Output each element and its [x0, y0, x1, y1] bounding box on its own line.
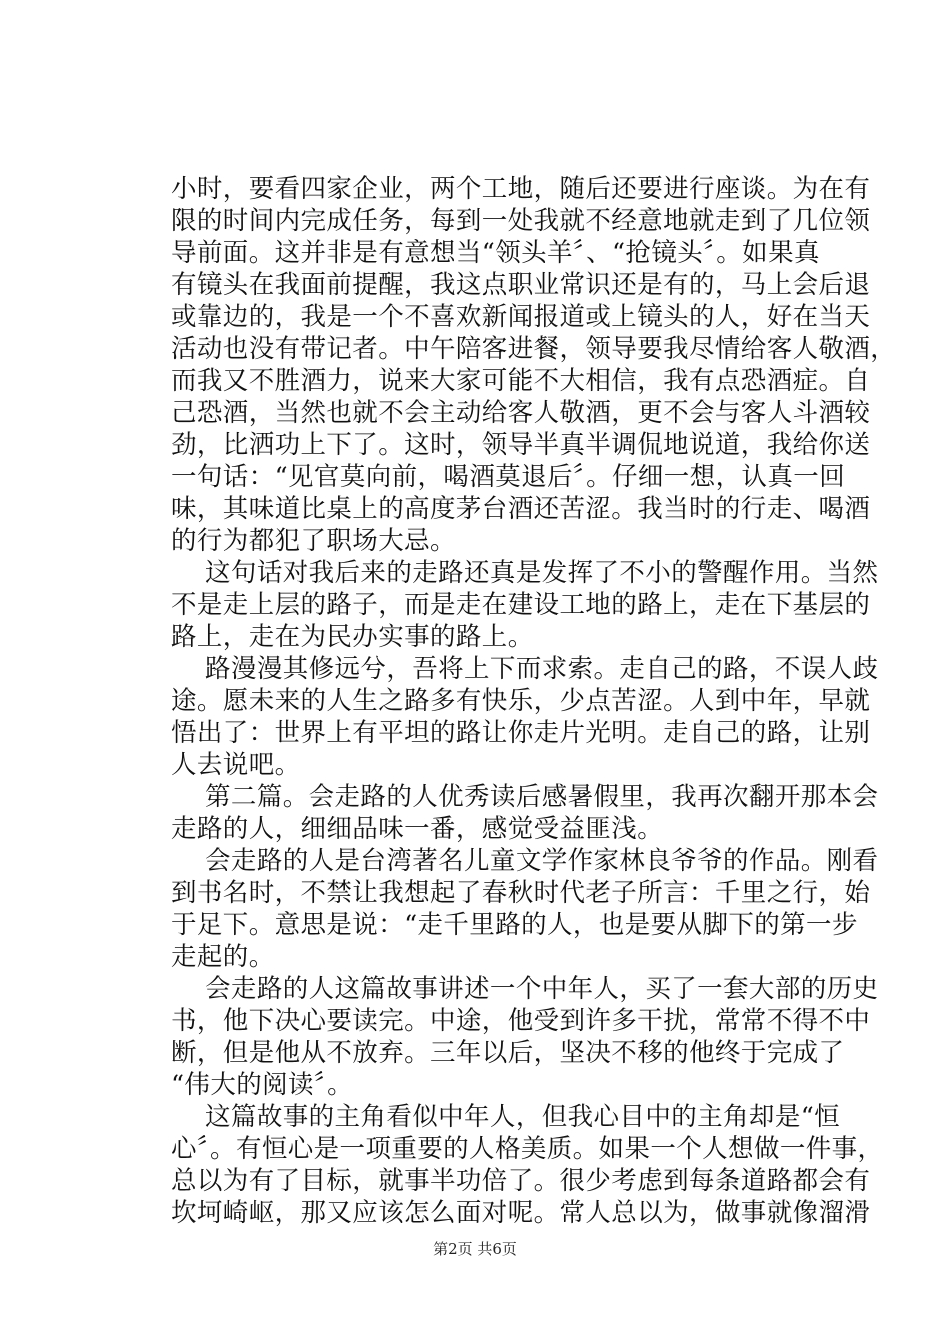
page-number-footer: 第2页 共6页 [433, 1240, 517, 1258]
text-line: 心〞。有恒心是一项重要的人格美质。如果一个人想做一件事， [171, 1134, 884, 1164]
text-line: 活动也没有带记者。中午陪客进餐，领导要我尽情给客人敬酒， [171, 334, 897, 364]
text-line: 小时，要看四家企业，两个工地，随后还要进行座谈。为在有 [171, 174, 871, 204]
text-line: 味，其味道比桌上的高度茅台酒还苦涩。我当时的行走、喝酒 [171, 494, 871, 524]
text-line: 总以为有了目标，就事半功倍了。很少考虑到每条道路都会有 [171, 1166, 871, 1196]
text-line: 第二篇。会走路的人优秀读后感暑假里，我再次翻开那本会 [171, 782, 879, 812]
text-line: “伟大的阅读〞。 [171, 1070, 353, 1100]
text-line: 不是走上层的路子，而是走在建设工地的路上，走在下基层的 [171, 590, 871, 620]
text-line: 己恐酒，当然也就不会主动给客人敬酒，更不会与客人斗酒较 [171, 398, 871, 428]
text-line: 路上，走在为民办实事的路上。 [171, 622, 534, 652]
text-line: 而我又不胜酒力，说来大家可能不大相信，我有点恐酒症。自 [171, 366, 871, 396]
text-line: 走路的人，细细品味一番，感觉受益匪浅。 [171, 814, 664, 844]
text-line: 悟出了：世界上有平坦的路让你走片光明。走自己的路，让别 [171, 718, 871, 748]
text-line: 或靠边的，我是一个不喜欢新闻报道或上镜头的人，好在当天 [171, 302, 871, 332]
text-line: 走起的。 [171, 942, 275, 972]
text-line: 坎坷崎岖，那又应该怎么面对呢。常人总以为，做事就像溜滑 [171, 1198, 871, 1228]
text-line: 书，他下决心要读完。中途，他受到许多干扰，常常不得不中 [171, 1006, 871, 1036]
text-line: 限的时间内完成任务，每到一处我就不经意地就走到了几位领 [171, 206, 871, 236]
text-line: 路漫漫其修远兮，吾将上下而求索。走自己的路，不误人歧 [171, 654, 879, 684]
text-line: 一句话：“见官莫向前，喝酒莫退后〞。仔细一想，认真一回 [171, 462, 846, 492]
text-line: 这篇故事的主角看似中年人，但我心目中的主角却是“恒 [171, 1102, 841, 1132]
text-line: 的行为都犯了职场大忌。 [171, 526, 456, 556]
text-line: 这句话对我后来的走路还真是发挥了不小的警醒作用。当然 [171, 558, 879, 588]
text-line: 有镜头在我面前提醒，我这点职业常识还是有的，马上会后退 [171, 270, 871, 300]
text-line: 于足下。意思是说：“走千里路的人，也是要从脚下的第一步 [171, 910, 858, 940]
text-line: 断，但是他从不放弃。三年以后，坚决不移的他终于完成了 [171, 1038, 845, 1068]
text-line: 途。愿未来的人生之路多有快乐，少点苦涩。人到中年，早就 [171, 686, 871, 716]
text-line: 人去说吧。 [171, 750, 301, 780]
text-line: 劲，比洒功上下了。这时，领导半真半调侃地说道，我给你送 [171, 430, 871, 460]
text-line: 到书名时，不禁让我想起了春秋时代老子所言：千里之行，始 [171, 878, 871, 908]
text-line: 会走路的人这篇故事讲述一个中年人，买了一套大部的历史 [171, 974, 879, 1004]
text-line: 会走路的人是台湾著名儿童文学作家林良爷爷的作品。刚看 [171, 846, 879, 876]
text-line: 导前面。这并非是有意想当“领头羊〞、“抢镜头〞。如果真 [171, 238, 820, 268]
